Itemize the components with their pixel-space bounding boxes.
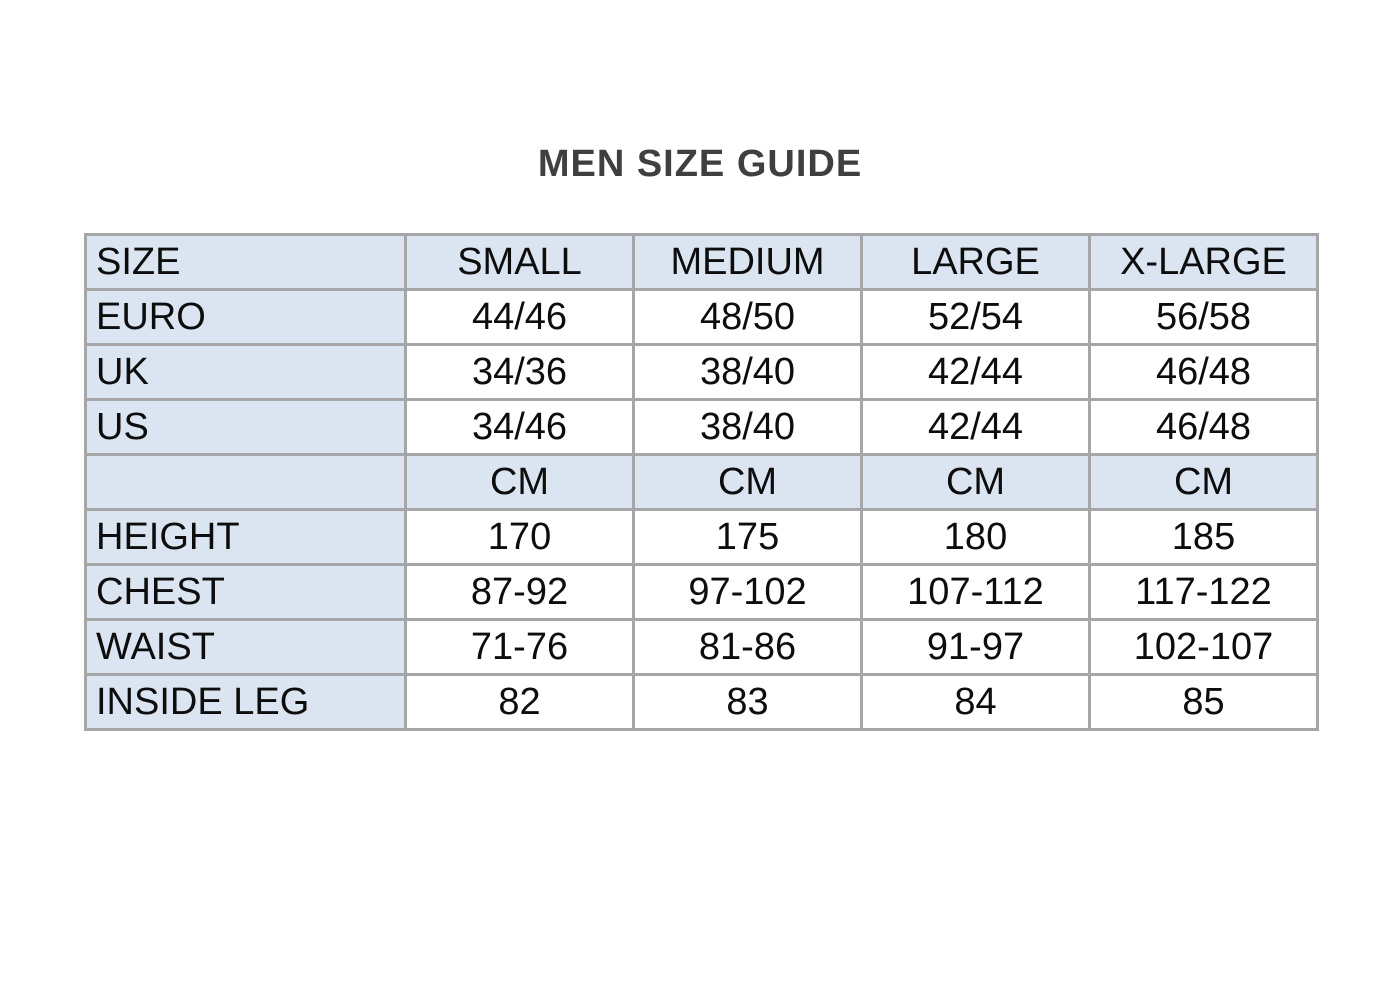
cell-euro-large: 52/54	[862, 290, 1090, 345]
table-row-waist	[86, 620, 1318, 675]
cell-chest-medium: 97-102	[634, 565, 862, 620]
cell-waist-large: 91-97	[862, 620, 1090, 675]
cell-waist-small: 71-76	[406, 620, 634, 675]
table-row-units	[86, 455, 1318, 510]
row-label-chest: CHEST	[86, 565, 406, 620]
cell-inside-leg-x-large: 85	[1090, 675, 1318, 730]
row-label-euro: EURO	[86, 290, 406, 345]
cell-height-large: 180	[862, 510, 1090, 565]
cell-height-medium: 175	[634, 510, 862, 565]
header-cell-x-large: X-LARGE	[1090, 235, 1318, 290]
cell-height-small: 170	[406, 510, 634, 565]
cell-units-medium: CM	[634, 455, 862, 510]
cell-us-small: 34/46	[406, 400, 634, 455]
row-label-uk: UK	[86, 345, 406, 400]
cell-uk-small: 34/36	[406, 345, 634, 400]
cell-us-large: 42/44	[862, 400, 1090, 455]
cell-inside-leg-large: 84	[862, 675, 1090, 730]
table-row-height	[86, 510, 1318, 565]
row-label-height: HEIGHT	[86, 510, 406, 565]
cell-height-x-large: 185	[1090, 510, 1318, 565]
header-cell-medium: MEDIUM	[634, 235, 862, 290]
men-size-guide-table	[84, 233, 1319, 731]
row-label-us: US	[86, 400, 406, 455]
row-label-waist: WAIST	[86, 620, 406, 675]
cell-chest-small: 87-92	[406, 565, 634, 620]
cell-inside-leg-small: 82	[406, 675, 634, 730]
cell-units-x-large: CM	[1090, 455, 1318, 510]
cell-uk-medium: 38/40	[634, 345, 862, 400]
cell-waist-x-large: 102-107	[1090, 620, 1318, 675]
row-label-inside-leg: INSIDE LEG	[86, 675, 406, 730]
cell-euro-medium: 48/50	[634, 290, 862, 345]
page-title: MEN SIZE GUIDE	[537, 143, 863, 185]
table-row-uk	[86, 345, 1318, 400]
cell-uk-large: 42/44	[862, 345, 1090, 400]
size-guide-page	[0, 142, 1381, 995]
cell-units-small: CM	[406, 455, 634, 510]
header-cell-large: LARGE	[862, 235, 1090, 290]
cell-inside-leg-medium: 83	[634, 675, 862, 730]
table-row-inside-leg	[86, 675, 1318, 730]
cell-us-x-large: 46/48	[1090, 400, 1318, 455]
table-row-header	[86, 235, 1318, 290]
table-row-euro	[86, 290, 1318, 345]
cell-euro-x-large: 56/58	[1090, 290, 1318, 345]
table-row-us	[86, 400, 1318, 455]
table-row-chest	[86, 565, 1318, 620]
header-cell-size: SIZE	[86, 235, 406, 290]
cell-chest-large: 107-112	[862, 565, 1090, 620]
row-label-units-blank	[86, 455, 406, 510]
cell-chest-x-large: 117-122	[1090, 565, 1318, 620]
cell-us-medium: 38/40	[634, 400, 862, 455]
cell-units-large: CM	[862, 455, 1090, 510]
cell-waist-medium: 81-86	[634, 620, 862, 675]
header-cell-small: SMALL	[406, 235, 634, 290]
cell-euro-small: 44/46	[406, 290, 634, 345]
cell-uk-x-large: 46/48	[1090, 345, 1318, 400]
